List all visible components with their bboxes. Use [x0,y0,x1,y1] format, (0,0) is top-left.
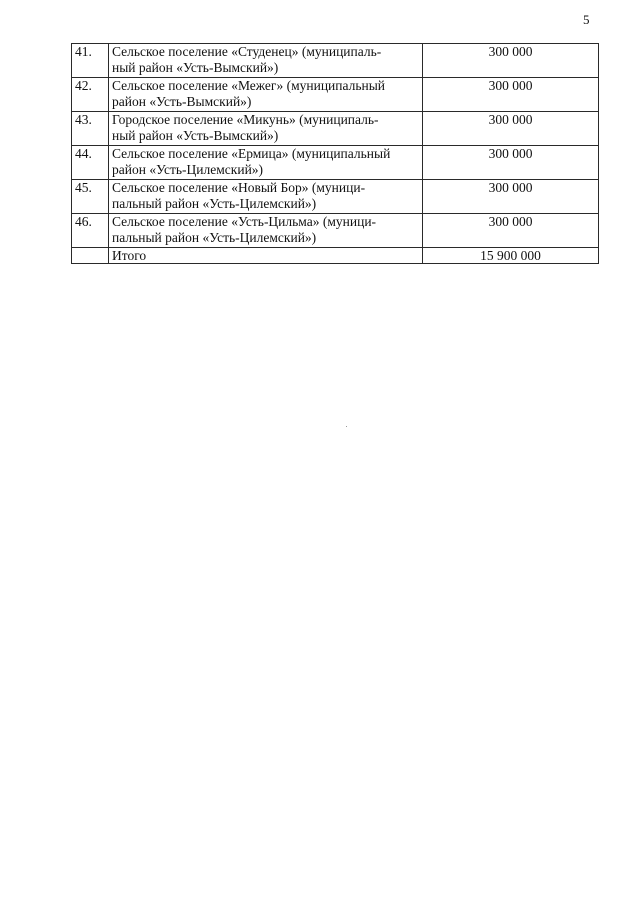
table-row [72,78,599,112]
settlement-name-line: район «Усть-Цилемский») [112,162,264,177]
row-number: 43. [72,112,109,146]
amount-cell: 300 000 [423,180,599,214]
table-row [72,214,599,248]
amount-cell: 300 000 [423,112,599,146]
settlement-name-line: Сельское поселение «Ермица» (муниципальный [112,146,391,161]
settlement-name-line: ный район «Усть-Вымский») [112,60,279,75]
row-number: 42. [72,78,109,112]
settlement-name [109,180,423,214]
row-number: 46. [72,214,109,248]
amount-cell: 300 000 [423,78,599,112]
row-number: 44. [72,146,109,180]
table-row [72,146,599,180]
total-number-cell [72,248,109,264]
settlement-name-line: район «Усть-Вымский») [112,94,252,109]
row-number: 41. [72,44,109,78]
settlement-name [109,146,423,180]
settlement-name-line: Сельское поселение «Межег» (муниципальный [112,78,386,93]
total-row [72,248,599,264]
allocation-table [71,43,599,264]
total-label: Итого [109,248,423,264]
settlement-name-line: ный район «Усть-Вымский») [112,128,279,143]
settlement-name-line: Сельское поселение «Новый Бор» (муници- [112,180,366,195]
row-number: 45. [72,180,109,214]
page-number: 5 [583,12,590,27]
settlement-name-line: Сельское поселение «Усть-Цильма» (муници- [112,214,377,229]
settlement-name [109,78,423,112]
amount-cell: 300 000 [423,214,599,248]
amount-cell: 300 000 [423,146,599,180]
settlement-name-line: Сельское поселение «Студенец» (муниципаль- [112,44,382,59]
settlement-name [109,112,423,146]
scan-speck [346,426,347,427]
settlement-name-line: пальный район «Усть-Цилемский») [112,230,317,245]
amount-cell: 300 000 [423,44,599,78]
settlement-name [109,214,423,248]
table-row [72,112,599,146]
table-row [72,180,599,214]
settlement-name [109,44,423,78]
table-row [72,44,599,78]
total-amount: 15 900 000 [423,248,599,264]
settlement-name-line: пальный район «Усть-Цилемский») [112,196,317,211]
settlement-name-line: Городское поселение «Микунь» (муниципаль- [112,112,379,127]
